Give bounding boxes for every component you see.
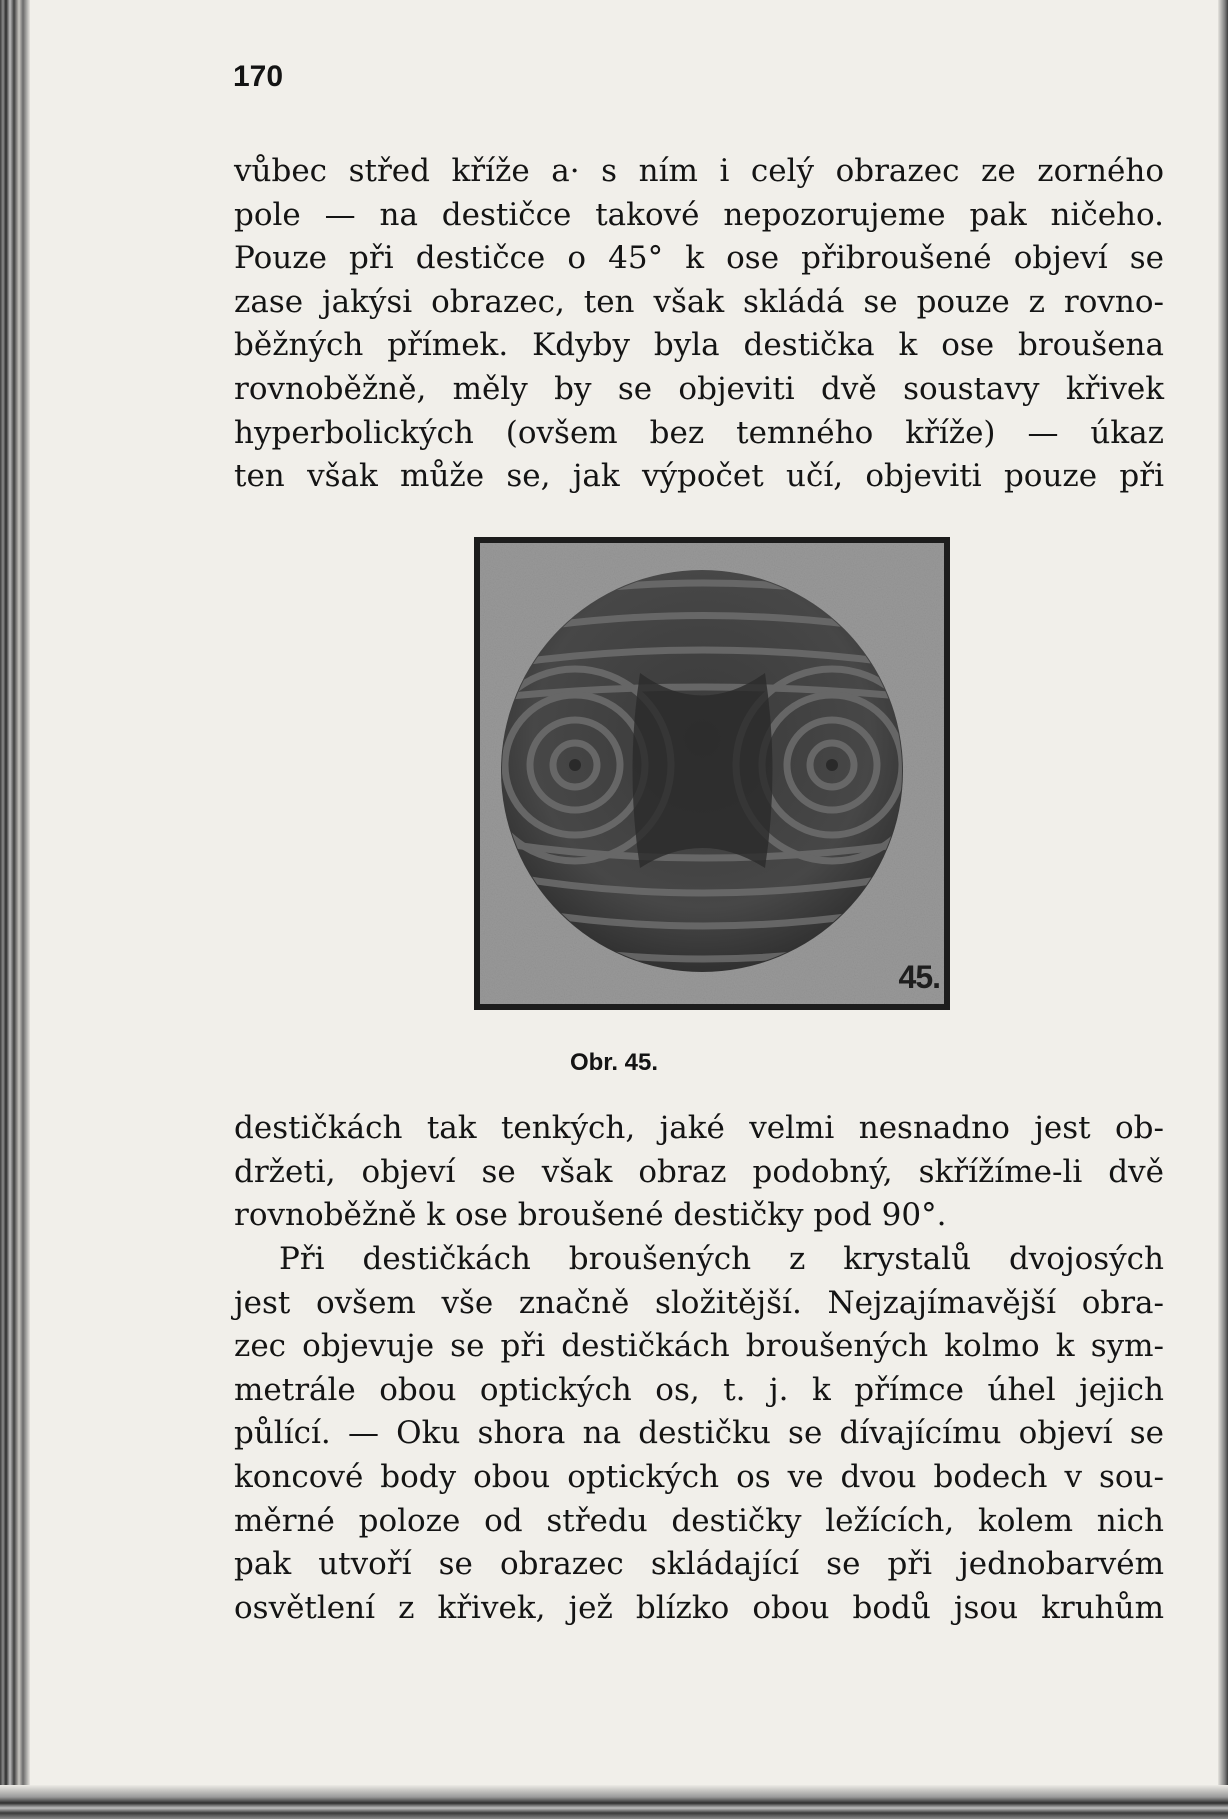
page-right-edge [1218,0,1228,1819]
paragraph-2 [234,1107,1164,1238]
text-line: metrále obou optických os, t. j. k přímce úhel jejich [234,1371,1164,1408]
text-line: ten však může se, jak výpočet učí, objeviti pouze při [234,458,1164,495]
dark-brushes [633,673,773,868]
text-line: rovnoběžně k ose broušené destičky pod 90°. [234,1197,947,1234]
page-number: 170 [233,60,284,93]
text-line: měrné poloze od středu destičky ležících, kolem nich [234,1502,1164,1539]
paragraph-3 [234,1238,1164,1630]
text-line: zec objevuje se při destičkách broušených kolmo k sym- [234,1328,1164,1365]
book-binding-edge [0,0,30,1819]
text-line: destičkách tak tenkých, jaké velmi nesnadno jest ob- [234,1110,1164,1146]
text-line: držeti, objeví se však obraz podobný, skřížíme-li dvě [234,1153,1164,1190]
optic-axis-point-right [826,759,838,771]
text-line: půlící. — Oku shora na destičku se dívajícímu objeví se [234,1415,1164,1452]
paragraph-1 [234,150,1164,499]
text-line: vůbec střed kříže a· s ním i celý obrazec ze zorného [234,153,1164,189]
figure-caption: Obr. 45. [569,1049,659,1076]
text-line: jest ovšem vše značně složitější. Nejzajímavější obra- [234,1284,1164,1321]
text-line: zase jakýsi obrazec, ten však skládá se pouze z rovno- [234,283,1164,320]
page-bottom-edge [0,1785,1228,1819]
text-line: rovnoběžně, měly by se objeviti dvě soustavy křivek [234,370,1164,407]
text-line: koncové body obou optických os ve dvou bodech v sou- [234,1458,1164,1495]
optic-axis-point-left [569,759,581,771]
text-line: pole — na destičce takové nepozorujeme pak ničeho. [234,196,1164,233]
text-line: běžných přímek. Kdyby byla destička k ose broušena [234,327,1164,364]
image-figure-number: 45. [898,959,940,995]
interference-pattern-image [480,543,944,1004]
text-line: osvětlení z křivek, jež blízko obou bodů jsou kruhům [234,1589,1164,1626]
text-line: pak utvoří se obrazec skládající se při jednobarvém [234,1546,1164,1583]
interference-figure [474,537,950,1010]
text-line: Při destičkách broušených z krystalů dvojosých [279,1241,1164,1277]
text-line: hyperbolických (ovšem bez temného kříže) — úkaz [234,414,1164,451]
text-line: Pouze při destičce o 45° k ose přibroušené objeví se [234,240,1164,277]
